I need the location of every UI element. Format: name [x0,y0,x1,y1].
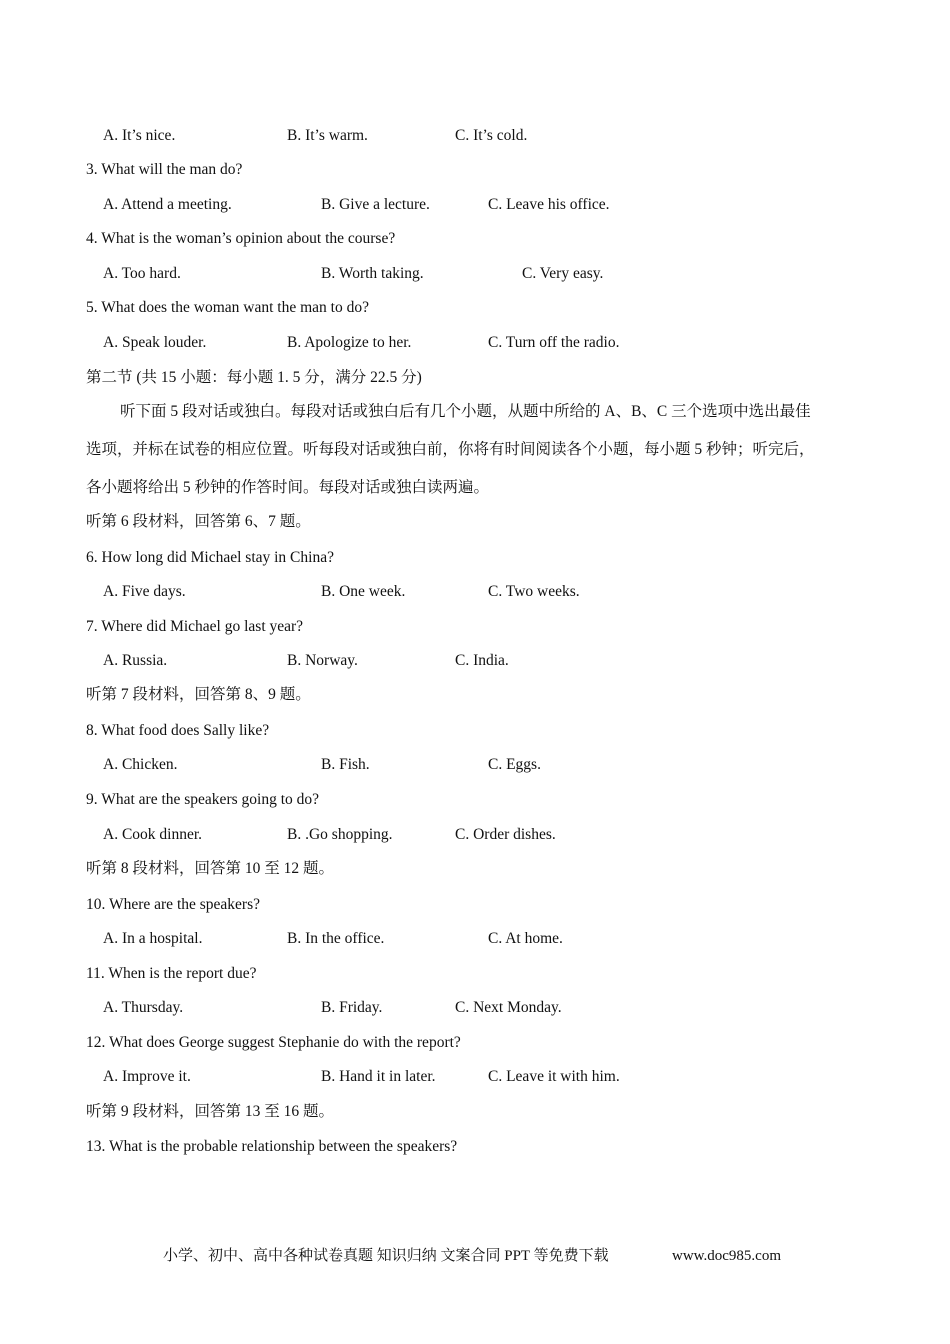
q3-option-c: C. Leave his office. [488,196,610,213]
q4-option-c: C. Very easy. [522,265,604,282]
q8-option-a: A. Chicken. [103,756,178,773]
q11-option-c: C. Next Monday. [455,999,562,1016]
q5-option-a: A. Speak louder. [103,334,207,351]
q6-option-b: B. One week. [321,583,406,600]
q8-question: 8. What food does Sally like? [86,722,270,739]
footer-link[interactable]: www.doc985.com [672,1248,782,1264]
q4-option-a: A. Too hard. [103,265,181,282]
q11-option-b: B. Friday. [321,999,383,1016]
q6-option-a: A. Five days. [103,583,186,600]
q7-options [0,651,950,671]
q12-question: 12. What does George suggest Stephanie do with the report? [86,1034,461,1051]
q5-question: 5. What does the woman want the man to do? [86,299,369,316]
q5-option-c: C. Turn off the radio. [488,334,620,351]
q9-option-a: A. Cook dinner. [103,826,203,843]
q9-option-b: B. .Go shopping. [287,826,393,843]
q10-option-a: A. In a hospital. [103,930,203,947]
footer-text: 小学、初中、高中各种试卷真题 知识归纳 文案合同 PPT 等免费下载 [163,1248,609,1264]
q7-question: 7. Where did Michael go last year? [86,618,304,635]
q13-question: 13. What is the probable relationship between the speakers? [86,1138,458,1155]
section2-heading: 第二节 (共 15 小题：每小题 1. 5 分，满分 22.5 分) [86,369,422,386]
material-9-heading: 听第 9 段材料，回答第 13 至 16 题。 [86,1103,335,1120]
q6-option-c: C. Two weeks. [488,583,580,600]
page-footer [0,1246,950,1266]
q10-option-b: B. In the office. [287,930,385,947]
q9-options [0,825,950,845]
q7-option-b: B. Norway. [287,652,358,669]
q3-options [0,195,950,215]
q11-options [0,998,950,1018]
q6-question: 6. How long did Michael stay in China? [86,549,334,566]
q12-option-c: C. Leave it with him. [488,1068,620,1085]
q12-option-b: B. Hand it in later. [321,1068,436,1085]
material-7-heading: 听第 7 段材料，回答第 8、9 题。 [86,686,311,703]
q2-option-b: B. It’s warm. [287,127,368,144]
q10-question: 10. Where are the speakers? [86,896,260,913]
q10-options [0,929,950,949]
q6-options [0,582,950,602]
q10-option-c: C. At home. [488,930,563,947]
q3-option-b: B. Give a lecture. [321,196,430,213]
material-8-heading: 听第 8 段材料，回答第 10 至 12 题。 [86,860,335,877]
q12-options [0,1067,950,1087]
section2-instructions-line-3: 各小题将给出 5 秒钟的作答时间。每段对话或独白读两遍。 [86,479,490,496]
q8-options [0,755,950,775]
material-6-heading: 听第 6 段材料，回答第 6、7 题。 [86,513,311,530]
q7-option-c: C. India. [455,652,509,669]
q9-option-c: C. Order dishes. [455,826,556,843]
q2-option-a: A. It’s nice. [103,127,176,144]
q7-option-a: A. Russia. [103,652,168,669]
q8-option-b: B. Fish. [321,756,370,773]
q4-option-b: B. Worth taking. [321,265,424,282]
q9-question: 9. What are the speakers going to do? [86,791,319,808]
q5-option-b: B. Apologize to her. [287,334,412,351]
section2-instructions-line-2: 选项，并标在试卷的相应位置。听每段对话或独白前，你将有时间阅读各个小题，每小题 5 秒钟；听完后， [86,441,815,458]
q2-options [0,126,950,146]
q5-options [0,333,950,353]
q4-options [0,264,950,284]
q2-option-c: C. It’s cold. [455,127,528,144]
q12-option-a: A. Improve it. [103,1068,191,1085]
q8-option-c: C. Eggs. [488,756,541,773]
q3-option-a: A. Attend a meeting. [103,196,232,213]
q11-option-a: A. Thursday. [103,999,184,1016]
q4-question: 4. What is the woman’s opinion about the course? [86,230,396,247]
q11-question: 11. When is the report due? [86,965,257,982]
section2-instructions-line-1: 听下面 5 段对话或独白。每段对话或独白后有几个小题，从题中所给的 A、B、C 三个选项中选出最佳 [120,403,811,420]
q3-question: 3. What will the man do? [86,161,243,178]
